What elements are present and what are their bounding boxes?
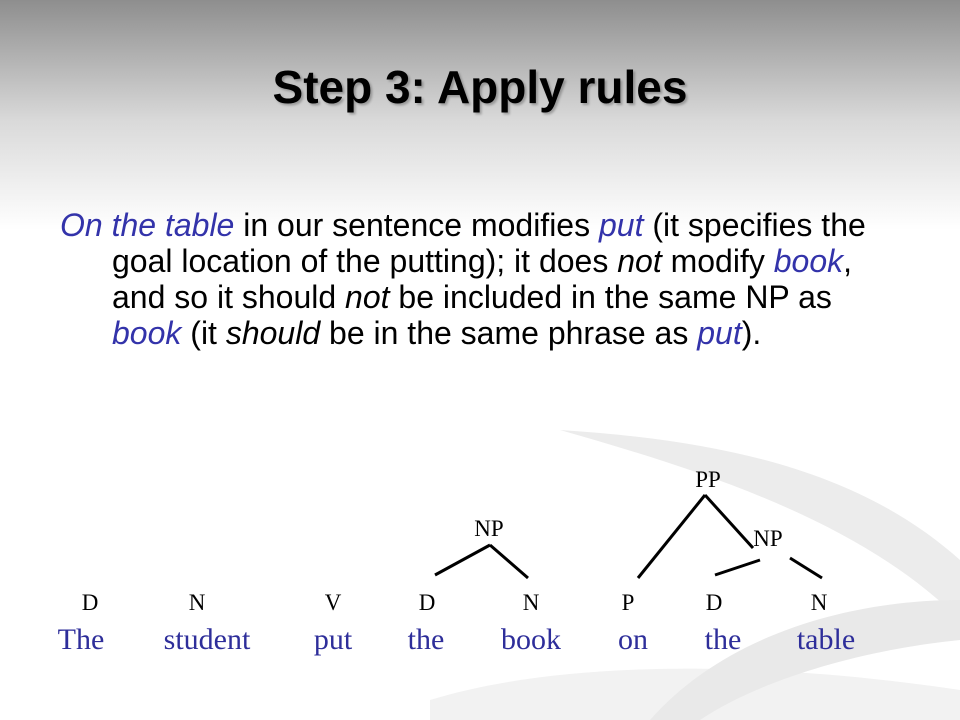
sentence-word: table [796, 623, 856, 656]
sentence-word: the [704, 623, 742, 656]
emphasized-word: not [345, 279, 390, 315]
branch-np1-left [435, 545, 490, 575]
highlighted-phrase: put [697, 315, 742, 351]
emphasized-word: should [225, 315, 321, 351]
highlighted-phrase: book [112, 315, 182, 351]
category-label: N [810, 590, 828, 615]
highlighted-phrase: On the table [60, 207, 235, 243]
category-label: V [324, 590, 342, 615]
category-label: D [81, 590, 99, 615]
emphasized-word: not [617, 243, 662, 279]
category-label: D [418, 590, 436, 615]
paragraph-text: , and so it should [112, 243, 853, 315]
paragraph-text: (it [181, 315, 226, 351]
category-label: P [621, 590, 635, 615]
category-label: N [188, 590, 206, 615]
branch-np2-left [715, 560, 760, 575]
paragraph-text: (it specifies the goal location of the putting); it does [112, 207, 866, 279]
phrase-label-np1: NP [474, 516, 504, 541]
branch-pp-right [705, 495, 753, 548]
slide-title: Step 3: Apply rules [272, 61, 688, 113]
sentence-word: put [313, 623, 353, 656]
phrase-label-np2: NP [753, 526, 783, 551]
branch-np1-right [490, 545, 528, 578]
paragraph-text: ). [741, 315, 762, 351]
category-label: N [522, 590, 540, 615]
sentence-word: The [57, 623, 105, 656]
highlighted-phrase: put [598, 207, 644, 243]
highlighted-phrase: book [773, 243, 844, 279]
sentence-word: student [163, 623, 251, 656]
paragraph-text: modify [661, 243, 774, 279]
phrase-label-pp: PP [695, 467, 721, 492]
paragraph-text: be in the same phrase as [320, 315, 698, 351]
sentence-word: book [501, 623, 561, 656]
paragraph-text: be included in the same NP as [389, 279, 832, 315]
sentence-word: on [618, 623, 648, 656]
sentence-word: the [407, 623, 445, 656]
branch-np2-right [790, 558, 822, 578]
category-label: D [705, 590, 723, 615]
branch-pp-left [638, 495, 705, 578]
paragraph-text: in our sentence modifies [234, 207, 599, 243]
